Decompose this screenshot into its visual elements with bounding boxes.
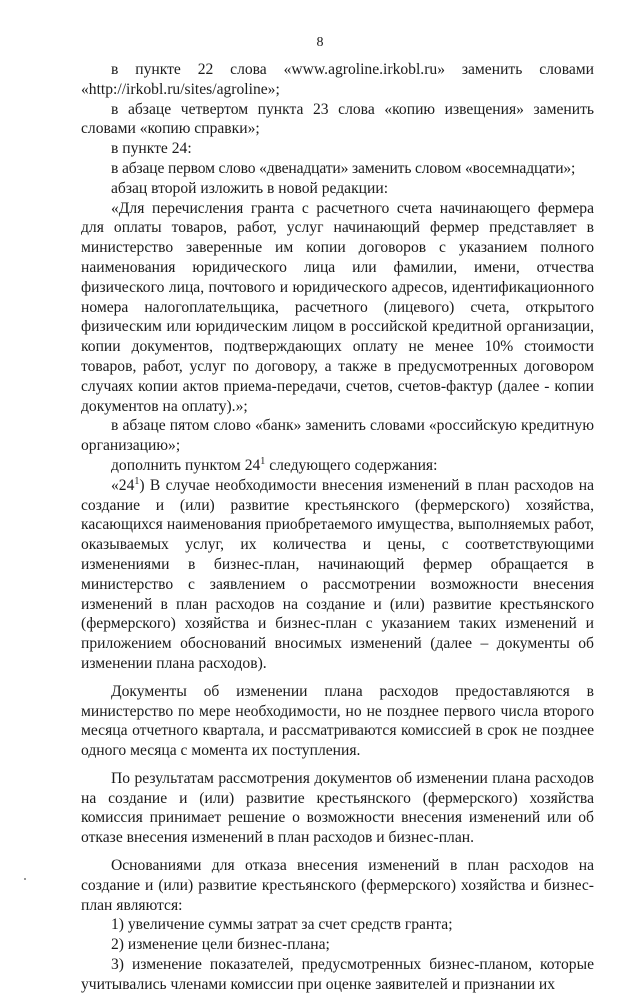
paragraph-p24-quote: «Для перечисления гранта с расчетного счета начинающего фермера для оплаты товаров, работ, услуг начинающий фермер представляет в министерство заверенные им копии договоров с указанием полного наименования юридического лица или фамилии, имени, отчества физического лица, почтового и юридического адресов, идентификационного номера налогоплательщика, расчетного (лицевого) счета, открытого физическим или юридическим лицом в российской кредитной организации, копии документов, подтверждающих оплату не менее 10% стоимости товаров, работ, услуг по договору, а также в предусмотренных договором случаях копии актов приема-передачи, счетов, счетов-фактур (далее - копии документов на оплату).»; [81, 199, 594, 415]
superscript-marker: 1 [134, 475, 140, 487]
paragraph-add-241-before: дополнить пунктом 24 [111, 456, 261, 474]
superscript-marker: 1 [260, 455, 266, 467]
paragraph-241-before: «24 [111, 476, 135, 494]
paragraph-p24-heading: в пункте 24: [111, 140, 192, 158]
paragraph-p22: в пункте 22 слова «www.agroline.irkobl.ru» заменить словами «http://irkobl.ru/sites/agroline»; [81, 61, 594, 98]
paragraph-commission-decision: По результатам рассмотрения документов об изменении плана расходов на создание и (или) развитие крестьянского (фермерского) хозяйства комиссия принимает решение о возможности внесения изменений или об отказе внесения изменений в план расходов и бизнес-план. [81, 769, 594, 847]
paragraph-p23: в абзаце четвертом пункта 23 слова «копию извещения» заменить словами «копию справки»; [81, 100, 594, 138]
document-body [81, 60, 594, 995]
page-number: 8 [316, 35, 324, 50]
paragraph-241-text [81, 476, 594, 674]
paragraph-p24-first: в абзаце первом слово «двенадцати» заменить словом «восемнадцати»; [111, 159, 576, 177]
paragraph-documents-deadline: Документы об изменении плана расходов предоставляются в министерство по мере необходимости, но не позднее первого числа второго месяца отчетного квартала, и рассматриваются комиссией в срок не позднее одного месяца с момента их поступления. [81, 682, 594, 760]
scan-dot [24, 878, 26, 880]
paragraph-add-241 [81, 456, 594, 476]
paragraph-p24-second: абзац второй изложить в новой редакции: [111, 179, 389, 197]
list-item-2: 2) изменение цели бизнес-плана; [111, 936, 330, 954]
paragraph-refusal-grounds: Основаниями для отказа внесения изменений в план расходов на создание и (или) развитие крестьянского (фермерского) хозяйства и бизнес-план являются: [81, 857, 594, 914]
paragraph-p24-fifth: в абзаце пятом слово «банк» заменить словами «российскую кредитную организацию»; [81, 417, 594, 455]
list-item-3: 3) изменение показателей, предусмотренных бизнес-планом, которые учитывались членами комиссии при оценке заявителей и признании их [81, 956, 594, 993]
list-item-1: 1) увеличение суммы затрат за счет средств гранта; [111, 916, 453, 934]
paragraph-241-after: ) В случае необходимости внесения изменений в план расходов на создание и (или) развитие крестьянского (фермерского) хозяйства, касающихся наименования приобретаемого имущества, выполняемых работ, оказываемых услуг, их количества и цены, с соответствующими изменениями в бизнес-план, начинающий фермер обращается в министерство с заявлением о рассмотрении возможности внесения изменений в план расходов на создание и (или) развитие крестьянского (фермерского) хозяйства и бизнес-план с указанием таких изменений и приложением обоснований вносимых изменений (далее – документы об изменении плана расходов). [81, 476, 594, 672]
paragraph-add-241-after: следующего содержания: [265, 456, 438, 474]
